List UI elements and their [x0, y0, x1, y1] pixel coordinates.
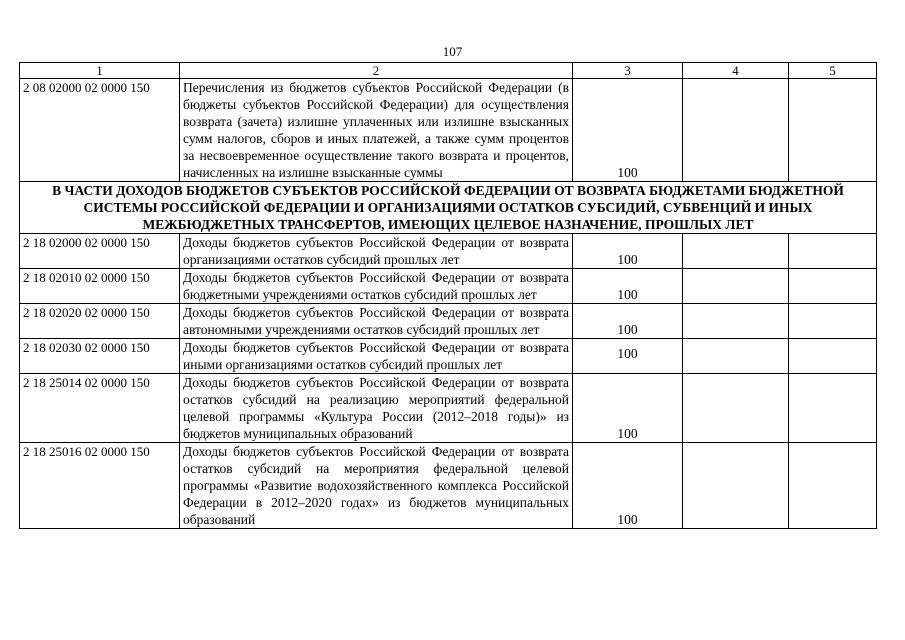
row-value-col4 [683, 443, 789, 529]
row-value-col5 [789, 304, 877, 339]
row-description: Доходы бюджетов субъектов Российской Федерации от возврата автономными учреждениями остатков субсидий прошлых лет [180, 304, 573, 339]
row-value-col4 [683, 79, 789, 182]
row-value-col5 [789, 374, 877, 443]
column-header-1: 1 [20, 63, 180, 79]
row-code: 2 18 25016 02 0000 150 [20, 443, 180, 529]
row-description: Перечисления из бюджетов субъектов Российской Федерации (в бюджеты субъектов Российской Федерации) для осуществления возврата (зачета) излишне уплаченных или излишне взысканных сумм налогов, сборов и иных платежей, а также сумм процентов за несвоевременное осуществление такого возврата и процентов, начисленных на излишне взысканные суммы [180, 79, 573, 182]
column-header-5: 5 [789, 63, 877, 79]
row-value-col3: 100 [573, 374, 683, 443]
table-row [20, 374, 877, 443]
row-code: 2 18 02030 02 0000 150 [20, 339, 180, 374]
row-value-col3: 100 [573, 443, 683, 529]
row-value-col3: 100 [573, 234, 683, 269]
table-row [20, 79, 877, 182]
row-value-col4 [683, 339, 789, 374]
table-row [20, 443, 877, 529]
row-value-col5 [789, 339, 877, 374]
row-description: Доходы бюджетов субъектов Российской Федерации от возврата бюджетными учреждениями остатков субсидий прошлых лет [180, 269, 573, 304]
table-row [20, 304, 877, 339]
row-value-col5 [789, 234, 877, 269]
row-value-col4 [683, 374, 789, 443]
row-description: Доходы бюджетов субъектов Российской Федерации от возврата остатков субсидий на реализацию мероприятий федеральной целевой программы «Культура России (2012–2018 годы)» из бюджетов муниципальных образований [180, 374, 573, 443]
row-code: 2 18 02010 02 0000 150 [20, 269, 180, 304]
row-value-col3: 100 [573, 79, 683, 182]
row-value-col4 [683, 234, 789, 269]
column-header-3: 3 [573, 63, 683, 79]
section-heading-row [20, 182, 877, 234]
row-value-col5 [789, 269, 877, 304]
row-value-col5 [789, 443, 877, 529]
table-row [20, 234, 877, 269]
row-value-col3: 100 [573, 269, 683, 304]
row-value-col3: 100 [573, 304, 683, 339]
row-description: Доходы бюджетов субъектов Российской Федерации от возврата остатков субсидий на мероприятия федеральной целевой программы «Развитие водохозяйственного комплекса Российской Федерации в 2012–2020 годах» из бюджетов муниципальных образований [180, 443, 573, 529]
row-code: 2 18 25014 02 0000 150 [20, 374, 180, 443]
row-value-col4 [683, 269, 789, 304]
table-row [20, 269, 877, 304]
section-heading: В ЧАСТИ ДОХОДОВ БЮДЖЕТОВ СУБЪЕКТОВ РОССИЙСКОЙ ФЕДЕРАЦИИ ОТ ВОЗВРАТА БЮДЖЕТАМИ БЮДЖЕТНОЙ СИСТЕМЫ РОССИЙСКОЙ ФЕДЕРАЦИИ И ОРГАНИЗАЦИЯМИ ОСТАТКОВ СУБСИДИЙ, СУБВЕНЦИЙ И ИНЫХ МЕЖБЮДЖЕТНЫХ ТРАНСФЕРТОВ, ИМЕЮЩИХ ЦЕЛЕВОЕ НАЗНАЧЕНИЕ, ПРОШЛЫХ ЛЕТ [20, 182, 877, 234]
row-description: Доходы бюджетов субъектов Российской Федерации от возврата иными организациями остатков субсидий прошлых лет [180, 339, 573, 374]
row-value-col5 [789, 79, 877, 182]
row-description: Доходы бюджетов субъектов Российской Федерации от возврата организациями остатков субсидий прошлых лет [180, 234, 573, 269]
page-number: 107 [442, 44, 463, 59]
column-header-row [20, 63, 877, 79]
row-code: 2 08 02000 02 0000 150 [20, 79, 180, 182]
table-row [20, 339, 877, 374]
row-value-col4 [683, 304, 789, 339]
column-header-2: 2 [180, 63, 573, 79]
row-value-col3: 100 [573, 339, 683, 374]
column-header-4: 4 [683, 63, 789, 79]
row-code: 2 18 02000 02 0000 150 [20, 234, 180, 269]
budget-table [19, 62, 877, 529]
row-code: 2 18 02020 02 0000 150 [20, 304, 180, 339]
